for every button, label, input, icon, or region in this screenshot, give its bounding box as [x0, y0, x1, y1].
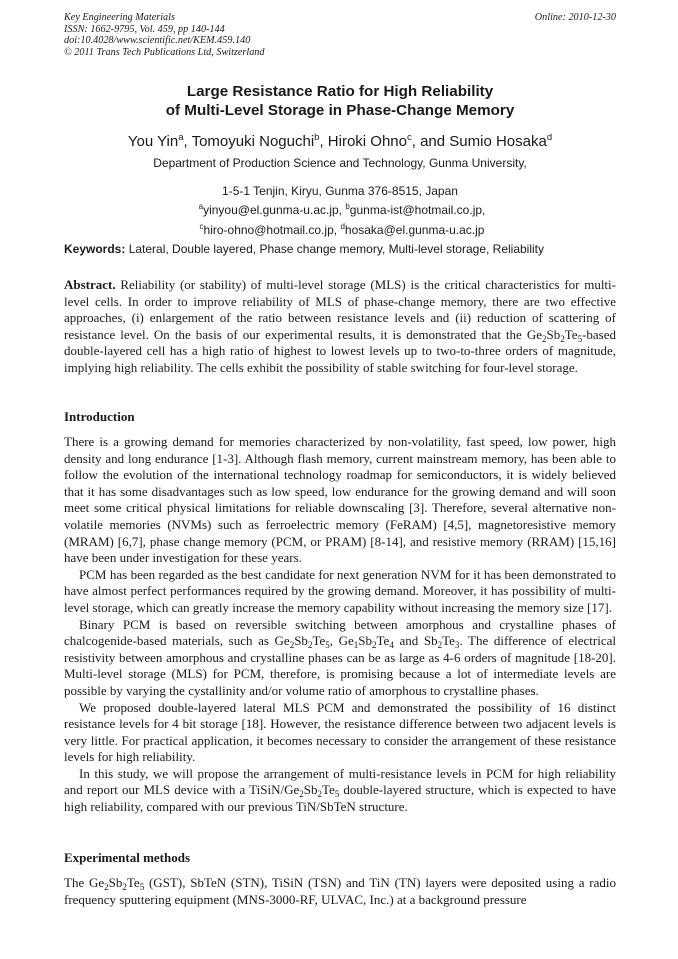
online-date: Online: 2010-12-30 — [534, 12, 616, 23]
text-run: Sb — [546, 326, 561, 342]
intro-paragraph-2: PCM has been regarded as the best candidate for next generation NVM for it has been demonstrated to have almost perfect performances required by the growing demand. Moreover, it has possibility of multi-level storage, which can greatly increase the memory capability without increasing the memory size [17]. — [64, 566, 616, 615]
author-list — [64, 128, 616, 152]
author-separator: , and — [411, 133, 450, 150]
author-affil-mark: d — [546, 132, 553, 143]
text-run: Te — [376, 633, 390, 649]
text-run: Te — [442, 633, 455, 649]
title-line-2: of Multi-Level Storage in Phase-Change Memory — [165, 102, 515, 119]
keywords-text: Lateral, Double layered, Phase change memory, Multi-level storage, Reliability — [125, 242, 545, 256]
title-line-1: Large Resistance Ratio for High Reliability — [186, 83, 494, 100]
subscript: 5 — [325, 640, 330, 651]
text-run: . The difference of electrical resistivity between amorphous and crystalline phases can be as large as 4-6 orders of magnitude [18-20]. Multi-level storage (MLS) for PCM, therefore, is promising because a lot of intermediate levels are possible by varying the cystallinity and/or volume ratio of amorphous to crystalline phases. — [64, 633, 616, 698]
intro-paragraph-3 — [64, 617, 616, 700]
text-run: Te — [564, 326, 578, 342]
text-run: Sb — [294, 633, 308, 649]
author-separator: , — [319, 133, 328, 150]
text-run: double-layered structure, which is expected to have high reliability, compared with our previous TiN/SbTeN structure. — [64, 782, 616, 815]
author-affil-mark: c — [407, 132, 412, 143]
author-affil-mark: b — [314, 132, 320, 143]
email-link[interactable]: gunma-ist@hotmail.co.jp, — [349, 203, 486, 217]
section-heading: Experimental methods — [64, 850, 191, 865]
text-run: and Sb — [393, 633, 438, 649]
email-line-2 — [68, 219, 616, 239]
subscript: 2 — [122, 882, 127, 892]
email-link[interactable]: hosaka@el.gunma-u.ac.jp — [344, 222, 485, 237]
email-mark: d — [340, 221, 345, 231]
affiliation-address: 1-5-1 Tenjin, Kiryu, Gunma 376-8515, Japan — [222, 183, 458, 198]
text-run: Te — [321, 782, 335, 798]
journal-doi: doi:10.4028/www.scientific.net/KEM.459.140 — [64, 35, 251, 47]
text-run: (GST), SbTeN (STN), TiSiN (TSN) and TiN (TN) layers were deposited using a radio frequency sputtering equipment (MNS-3000-RF, ULVAC, Inc.) at a background pressure — [64, 875, 616, 907]
subscript: 2 — [542, 333, 547, 344]
subscript: 5 — [139, 882, 145, 892]
subscript: 2 — [307, 640, 313, 651]
subscript: 2 — [299, 789, 304, 800]
author-name: Sumio Hosaka — [449, 133, 547, 150]
abstract-paragraph — [64, 277, 616, 377]
subscript: 2 — [104, 882, 109, 892]
email-mark: a — [198, 202, 204, 211]
author-separator: , — [183, 133, 192, 150]
text-run: Sb — [108, 875, 123, 890]
text-run: Binary PCM is based on reversible switching between amorphous and crystalline phases of chalcogenide-based materials, such as Ge — [64, 616, 616, 649]
subscript: 2 — [437, 640, 443, 651]
author-name: You Yin — [127, 133, 179, 150]
email-mark: c — [199, 221, 204, 231]
subscript: 1 — [353, 640, 359, 651]
text-run: , Ge — [329, 633, 354, 649]
journal-header — [64, 12, 616, 58]
intro-paragraph-1: There is a growing demand for memories characterized by non-volatility, fast speed, low power, high density and long endurance [1-3]. Although flash memory, current mainstream memory, has been able to follow the evolution of the international technology roadmap for semiconductors, it is widely believed that it has some disadvantages such as low speed, low endurance for the growing demand and will soon meet some critical physical limitations for reliable downscaling [3]. Therefore, several alternative non-volatile memories (NVMs) such as ferroelectric memory (FeRAM) [4,5], magnetoresistive memory (MRAM) [6,7], phase change memory (PCM, or PRAM) [8-14], and resistive memory (RRAM) [15,16] have been under investigation for these years. — [64, 434, 616, 566]
text-run: Te — [312, 633, 326, 649]
subscript: 2 — [372, 640, 377, 651]
subscript: 3 — [454, 640, 460, 651]
text-run: Reliability (or stability) of multi-level storage (MLS) is the critical characteristics for multi-level cells. In order to improve reliability of MLS of phase-change memory, there are two effective approaches, (i) enlargement of the ratio between resistance levels and (ii) reduction of scattering of resistance level. On the basis of our experimental results, it is demonstrated that the Ge — [64, 277, 616, 342]
abstract-label: Abstract. — [64, 277, 116, 292]
author-name: Tomoyuki Noguchi — [191, 133, 315, 150]
introduction-section — [64, 409, 616, 816]
subscript: 5 — [334, 789, 340, 800]
text-run: Sb — [303, 782, 318, 798]
exp-paragraph-1 — [64, 875, 616, 908]
affiliation-department: Department of Production Science and Technology, Gunma University, — [153, 156, 527, 170]
text-run: The Ge — [64, 875, 105, 890]
abstract — [64, 277, 616, 377]
journal-issn: ISSN: 1662-9795, Vol. 459, pp 140-144 — [64, 23, 225, 35]
subscript: 4 — [389, 640, 394, 651]
subscript: 2 — [317, 789, 322, 800]
email-link[interactable]: hiro-ohno@hotmail.co.jp, — [203, 222, 341, 237]
author-affil-mark: a — [178, 132, 184, 143]
subscript: 5 — [577, 333, 583, 344]
keywords-label: Keywords: — [64, 242, 126, 256]
experimental-section — [64, 850, 616, 908]
subscript: 2 — [289, 640, 295, 651]
affiliation-block — [64, 156, 616, 238]
text-run: Te — [126, 875, 140, 890]
text-run: Sb — [358, 633, 373, 649]
email-link[interactable]: yinyou@el.gunma-u.ac.jp, — [203, 203, 346, 217]
text-run: In this study, we will propose the arrangement of multi-resistance levels in PCM for high reliability and report our MLS device with a TiSiN/Ge — [64, 765, 616, 798]
section-heading: Introduction — [64, 409, 135, 424]
author-name: Hiroki Ohno — [327, 133, 407, 150]
journal-name: Key Engineering Materials — [64, 12, 175, 23]
keywords — [64, 242, 616, 257]
text-run: -based double-layered cell has a high ratio of highest to lowest levels up to two-to-three orders of magnitude, implying high reliability. The cells exhibit the possibility of stable switching for four-level storage. — [64, 326, 616, 375]
email-mark: b — [345, 202, 350, 211]
intro-paragraph-5 — [64, 766, 616, 816]
intro-paragraph-4: We proposed double-layered lateral MLS PCM and demonstrated the possibility of 16 distinct resistance levels for 4 bit storage [18]. However, the resistance difference between two adjacent levels is very little. For practical application, it becomes necessary to consider the arrangement of these resistance levels for high reliability. — [64, 699, 616, 765]
subscript: 2 — [560, 333, 565, 344]
email-line-1 — [68, 199, 616, 219]
paper-title — [64, 82, 616, 120]
journal-copyright: © 2011 Trans Tech Publications Ltd, Switzerland — [64, 46, 265, 58]
